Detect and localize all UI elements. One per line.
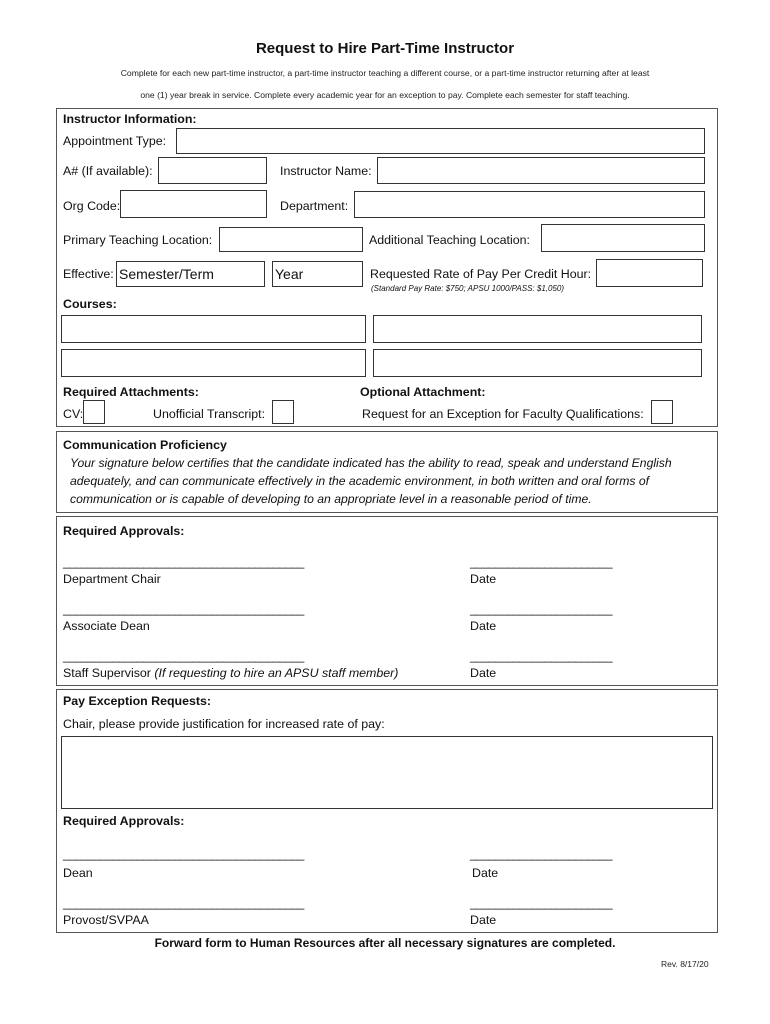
- approvals-heading: Required Approvals:: [63, 524, 185, 538]
- provost-label: Provost/SVPAA: [63, 913, 149, 927]
- rate-label: Requested Rate of Pay Per Credit Hour:: [370, 267, 592, 281]
- org-code-input[interactable]: [120, 190, 267, 218]
- year-value: Year: [275, 266, 304, 282]
- course-input-4[interactable]: [373, 349, 702, 377]
- a-number-label: A# (If available):: [63, 164, 153, 178]
- appointment-type-label: Appointment Type:: [63, 134, 167, 148]
- additional-location-label: Additional Teaching Location:: [369, 233, 530, 247]
- primary-location-input[interactable]: [219, 227, 363, 252]
- pay-approvals-heading: Required Approvals:: [63, 814, 185, 828]
- forward-instruction: Forward form to Human Resources after all necessary signatures are completed.: [154, 936, 616, 950]
- rate-input[interactable]: [596, 259, 703, 287]
- cv-checkbox[interactable]: [83, 400, 105, 424]
- instructor-info-heading: Instructor Information:: [63, 112, 197, 126]
- dean-date-line[interactable]: _______________________: [470, 847, 612, 861]
- communication-heading: Communication Proficiency: [63, 438, 227, 452]
- org-code-label: Org Code:: [63, 199, 121, 213]
- staff-supervisor-date-line[interactable]: _______________________: [470, 649, 612, 663]
- pay-exception-heading: Pay Exception Requests:: [63, 694, 212, 708]
- department-chair-signature-line[interactable]: _______________________________________: [63, 555, 304, 569]
- staff-supervisor-title: Staff Supervisor: [63, 666, 155, 680]
- dean-date-label: Date: [472, 866, 499, 880]
- department-input[interactable]: [354, 191, 705, 218]
- semester-term-field[interactable]: [116, 261, 265, 287]
- revision-date: Rev. 8/17/20: [661, 959, 709, 969]
- associate-dean-label: Associate Dean: [63, 619, 150, 633]
- pay-exception-section: [56, 689, 718, 933]
- primary-location-label: Primary Teaching Location:: [63, 233, 213, 247]
- justification-label: Chair, please provide justification for increased rate of pay:: [63, 717, 385, 731]
- dean-label: Dean: [63, 866, 93, 880]
- staff-supervisor-label: [63, 666, 398, 680]
- department-label: Department:: [280, 199, 349, 213]
- form-title: Request to Hire Part-Time Instructor: [255, 40, 515, 57]
- justification-textarea[interactable]: [61, 736, 713, 809]
- staff-supervisor-note: (If requesting to hire an APSU staff member): [154, 666, 399, 680]
- communication-section: [56, 431, 718, 513]
- semester-term-value: Semester/Term: [119, 266, 214, 282]
- additional-location-input[interactable]: [541, 224, 705, 252]
- instructor-info-section: [56, 108, 718, 427]
- provost-date-label: Date: [470, 913, 497, 927]
- rate-note: (Standard Pay Rate: $750; APSU 1000/PASS: $1,050): [371, 284, 565, 293]
- a-number-input[interactable]: [158, 157, 267, 184]
- required-attachments-label: Required Attachments:: [63, 385, 199, 399]
- communication-line-2: adequately, and can communicate effectively in the academic environment, in both written and oral forms of: [70, 474, 649, 488]
- required-approvals-section: [56, 516, 718, 686]
- department-chair-date-label: Date: [470, 572, 497, 586]
- dean-signature-line[interactable]: _______________________________________: [63, 847, 304, 861]
- intro-line-1: Complete for each new part-time instructor, a part-time instructor teaching a different course, or a part-time instructor returning after at least: [120, 68, 650, 78]
- transcript-checkbox[interactable]: [272, 400, 294, 424]
- course-input-2[interactable]: [373, 315, 702, 343]
- associate-dean-signature-line[interactable]: _______________________________________: [63, 602, 304, 616]
- provost-signature-line[interactable]: _______________________________________: [63, 896, 304, 910]
- appointment-type-input[interactable]: [176, 128, 705, 154]
- exception-request-label: Request for an Exception for Faculty Qualifications:: [362, 407, 644, 421]
- communication-line-3: communication or is capable of developing to an appropriate level in a reasonable period of time.: [70, 492, 592, 506]
- department-chair-date-line[interactable]: _______________________: [470, 555, 612, 569]
- instructor-name-label: Instructor Name:: [280, 164, 372, 178]
- courses-label: Courses:: [63, 297, 117, 311]
- associate-dean-date-line[interactable]: _______________________: [470, 602, 612, 616]
- course-input-1[interactable]: [61, 315, 366, 343]
- department-chair-label: Department Chair: [63, 572, 161, 586]
- cv-label: CV:: [63, 407, 84, 421]
- associate-dean-date-label: Date: [470, 619, 497, 633]
- staff-supervisor-date-label: Date: [470, 666, 497, 680]
- year-field[interactable]: [272, 261, 363, 287]
- communication-line-1: Your signature below certifies that the candidate indicated has the ability to read, speak and understand English: [70, 456, 672, 470]
- staff-supervisor-signature-line[interactable]: _______________________________________: [63, 649, 304, 663]
- optional-attachment-label: Optional Attachment:: [360, 385, 486, 399]
- intro-line-2: one (1) year break in service. Complete every academic year for an exception to pay. Complete each semester for staff teaching.: [140, 90, 630, 100]
- instructor-name-input[interactable]: [377, 157, 705, 184]
- exception-request-checkbox[interactable]: [651, 400, 673, 424]
- provost-date-line[interactable]: _______________________: [470, 896, 612, 910]
- course-input-3[interactable]: [61, 349, 366, 377]
- transcript-label: Unofficial Transcript:: [153, 407, 266, 421]
- effective-label: Effective:: [63, 267, 114, 281]
